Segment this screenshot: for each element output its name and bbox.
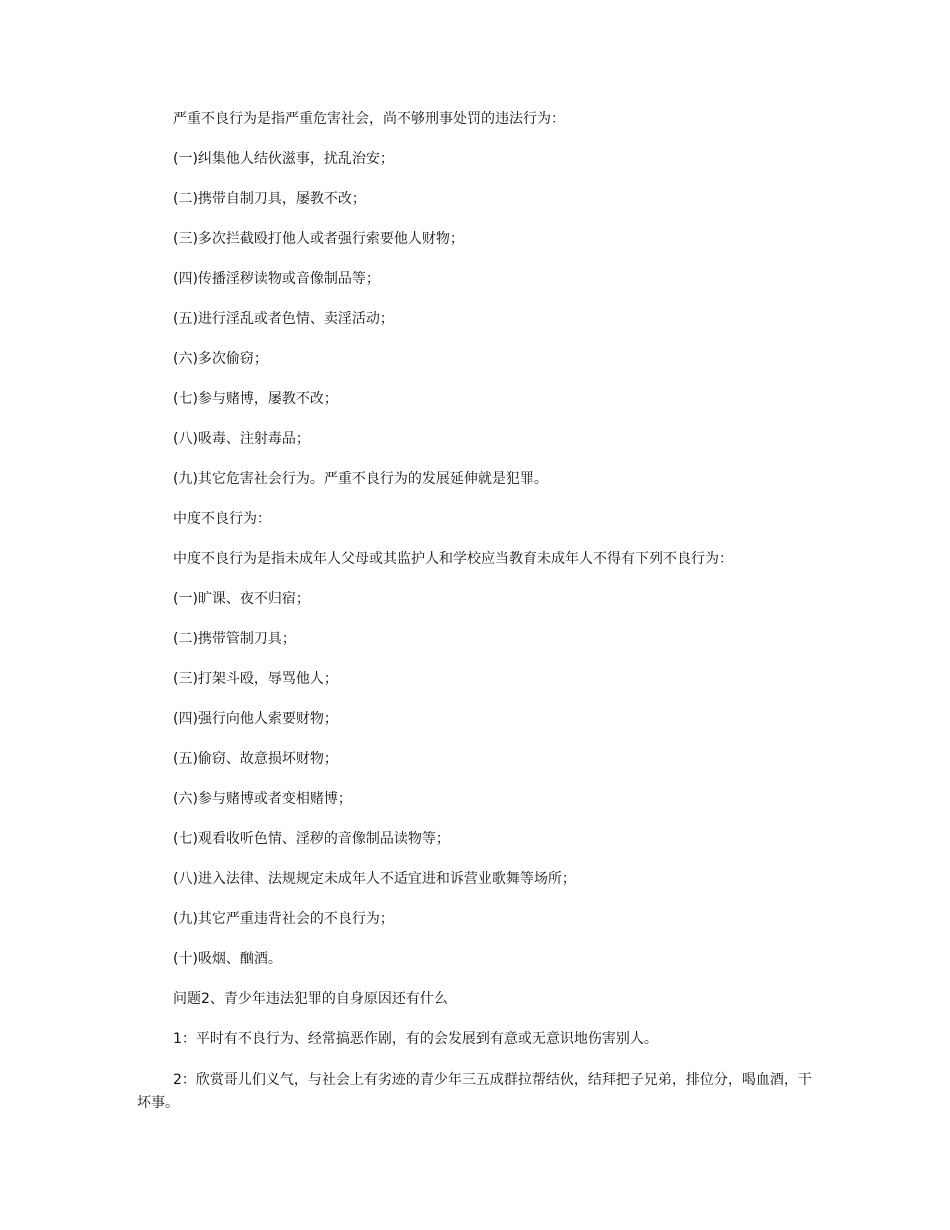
list-item-serious-5: (五)进行淫乱或者色情、卖淫活动； — [173, 311, 394, 327]
list-item-moderate-3: (三)打架斗殴，辱骂他人； — [173, 671, 338, 687]
list-item-moderate-2: (二)携带管制刀具； — [173, 631, 296, 647]
question-heading: 问题2、青少年违法犯罪的自身原因还有什么 — [173, 991, 448, 1007]
paragraph-intro-serious: 严重不良行为是指严重危害社会，尚不够刑事处罚的违法行为： — [173, 111, 565, 127]
list-item-serious-2: (二)携带自制刀具，屡教不改； — [173, 191, 366, 207]
list-item-serious-6: (六)多次偷窃； — [173, 351, 268, 367]
reason-item-1: 1：平时有不良行为、经常搞恶作剧，有的会发展到有意或无意识地伤害别人。 — [173, 1031, 658, 1047]
list-item-serious-8: (八)吸毒、注射毒品； — [173, 431, 310, 447]
list-item-moderate-1: (一)旷课、夜不归宿； — [173, 591, 310, 607]
list-item-moderate-6: (六)参与赌博或者变相赌博； — [173, 791, 352, 807]
list-item-moderate-5: (五)偷窃、故意损坏财物； — [173, 751, 338, 767]
list-item-moderate-9: (九)其它严重违背社会的不良行为； — [173, 911, 394, 927]
list-item-moderate-7: (七)观看收听色情、淫秽的音像制品读物等； — [173, 831, 450, 847]
list-item-serious-9: (九)其它危害社会行为。严重不良行为的发展延伸就是犯罪。 — [173, 471, 548, 487]
document-body — [137, 109, 817, 1135]
list-item-serious-7: (七)参与赌博，屡教不改； — [173, 391, 338, 407]
list-item-serious-3: (三)多次拦截殴打他人或者强行索要他人财物； — [173, 231, 464, 247]
list-item-moderate-10: (十)吸烟、酗酒。 — [173, 951, 282, 967]
list-item-serious-4: (四)传播淫秽读物或音像制品等； — [173, 271, 380, 287]
list-item-moderate-4: (四)强行向他人索要财物； — [173, 711, 338, 727]
reason-item-2: 2：欣赏哥儿们义气，与社会上有劣迹的青少年三五成群拉帮结伙，结拜把子兄弟，排位分，喝血酒，干坏事。 — [137, 1072, 812, 1111]
section-heading-moderate: 中度不良行为： — [173, 511, 271, 527]
paragraph-intro-moderate: 中度不良行为是指未成年人父母或其监护人和学校应当教育未成年人不得有下列不良行为： — [173, 551, 733, 567]
list-item-moderate-8: (八)进入法律、法规规定未成年人不适宜进和诉营业歌舞等场所； — [173, 871, 576, 887]
list-item-serious-1: (一)纠集他人结伙滋事，扰乱治安； — [173, 151, 394, 167]
